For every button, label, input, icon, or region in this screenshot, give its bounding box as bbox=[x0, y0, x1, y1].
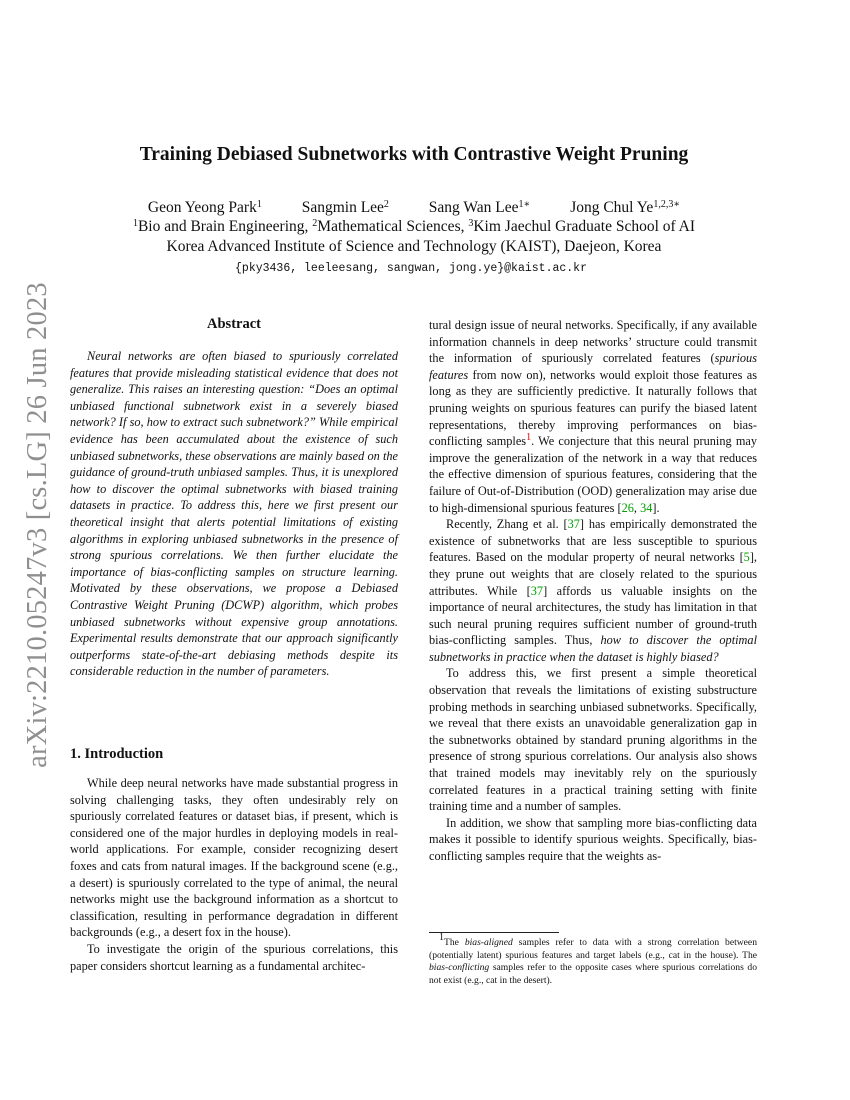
paragraph: To address this, we first present a simple theoretical observation that reveals the limitations of existing substructure probing methods in searching unbiased subnetworks. Specifically, we reveal that there exists an unavoidable generalization gap in the subnetworks obtained by standard pruning algorithms in the presence of strong spurious correlations. Our analysis also shows that trained models may inevitably rely on the spuriously correlated features in a practical training setting with finite training time and a number of samples. bbox=[429, 666, 757, 814]
citation-link[interactable]: 37 bbox=[530, 583, 544, 598]
author: Jong Chul $Ye^{1,2,3∗}$ bbox=[570, 199, 681, 216]
paragraph: To investigate the origin of the spurious correlations, this paper considers shortcut learning as a fundamental architec- bbox=[70, 941, 398, 973]
author: Geon Yeong Park$^1$ bbox=[147, 199, 262, 216]
paragraph: Recently, Zhang et al. [37] has empirically demonstrated the existence of subnetworks that are less susceptible to spurious features. Based on the modular property of neural networks [5], they prune out weights that are closely related to the spurious attributes. While [37] affords us valuable insights on the importance of neural architectures, the study has limitation in that such neural pruning requires sufficient number of ground-truth bias-conflicting samples. Thus, how to discover the optimal subnetworks in practice when the dataset is highly biased? bbox=[429, 517, 757, 664]
footnote-text: $^1$The bias-aligned samples refer to data with a strong correlation between (potentially latent) spurious features and target labels (e.g., cat in the house). The bias-conflicting samples refer to the opposite cases where spurious correlations do not exist (e.g., cat in the desert). bbox=[429, 932, 757, 986]
author-list bbox=[0, 199, 828, 217]
author: Sangmin Lee$^2$ bbox=[301, 199, 389, 216]
citation-link[interactable]: 34 bbox=[640, 500, 653, 515]
footnote-divider bbox=[429, 932, 559, 933]
arxiv-stamp bbox=[16, 282, 60, 768]
introduction-left-column bbox=[70, 775, 398, 974]
institute: Korea Advanced Institute of Science and Technology (KAIST), Daejeon, Korea bbox=[166, 238, 662, 255]
affiliations: $^1$Bio and Brain Engineering, $^2$Mathematical Sciences, $^3$Kim Jaechul Graduate School of AI bbox=[132, 218, 696, 235]
paragraph: In addition, we show that sampling more bias-conflicting data makes it possible to identify spurious weights. Specifically, bias-conflicting samples require that the weights as- bbox=[429, 815, 757, 863]
abstract-body bbox=[70, 348, 398, 680]
author-emails: {pky3436, leeleesang, sangwan, jong.ye}@kaist.ac.kr bbox=[235, 262, 587, 275]
footnote-number: 1 bbox=[439, 932, 444, 943]
paper-title: Training Debiased Subnetworks with Contrastive Weight Pruning bbox=[139, 144, 689, 165]
citation-link[interactable]: 26 bbox=[621, 500, 634, 515]
right-column bbox=[429, 317, 757, 865]
abstract-heading: Abstract bbox=[207, 316, 261, 332]
paragraph: tural design issue of neural networks. Specifically, if any available information channels in deep networks’ structure could transmit the information of spuriously correlated features (spurious features from now on), networks would exploit those features as long as they are sufficiently predictive. It naturally follows that pruning weights on spurious features can purify the biased latent representations, thereby improving performances on bias-conflicting samples$^1$. We conjecture that this neural pruning may improve the generalization of the network in a way that reduces the effective dimension of spurious features, considering that the failure of Out-of-Distribution (OOD) generalization may arise due to high-dimensional spurious features [26, 34]. bbox=[429, 318, 757, 515]
section-heading-introduction: 1. Introduction bbox=[70, 746, 164, 762]
arxiv-stamp-text: arXiv:2210.05247v3 [cs.LG] 26 Jun 2023 bbox=[22, 282, 53, 768]
paragraph: While deep neural networks have made substantial progress in solving challenging tasks, they often undesirably rely on spuriously correlated features or dataset bias, if present, which is considered one of the major hurdles in deploying models in real-world applications. For example, consider recognizing desert foxes and cats from natural images. If the background scene (e.g., a desert) is spuriously correlated to the type of animal, the neural networks might use the background information as a shortcut to classification, resulting in performance degradation in different backgrounds (e.g., a desert fox in the house). bbox=[70, 776, 398, 940]
footnote-mark[interactable]: 1 bbox=[526, 432, 532, 444]
citation-link[interactable]: 5 bbox=[743, 550, 750, 565]
author: Sang Wan Lee$^{1∗}$ bbox=[428, 199, 531, 216]
footnote bbox=[429, 932, 757, 987]
citation-link[interactable]: 37 bbox=[567, 517, 580, 532]
abstract-text: Neural networks are often biased to spuriously correlated features that provide misleading statistical evidence that does not generalize. This raises an interesting question: “Does an optimal unbiased functional subnetwork exist in a severely biased network? If so, how to extract such subnetwork?” While empirical evidence has been accumulated about the existence of such unbiased subnetworks, these observations are mainly based on the guidance of ground-truth unbiased samples. Thus, it is unexplored how to discover the optimal subnetworks with biased training datasets in practice. To address this, here we first present our theoretical insight that alerts potential limitations of existing algorithms in exploring unbiased subnetworks in the presence of strong spurious correlations. We then further elucidate the importance of bias-conflicting samples on structure learning. Motivated by these observations, we propose a Debiased Contrastive Weight Pruning (DCWP) algorithm, which probes unbiased subnetworks without expensive group annotations. Experimental results demonstrate that our approach significantly outperforms state-of-the-art debiasing methods despite its considerable reduction in the number of parameters. bbox=[70, 349, 398, 679]
